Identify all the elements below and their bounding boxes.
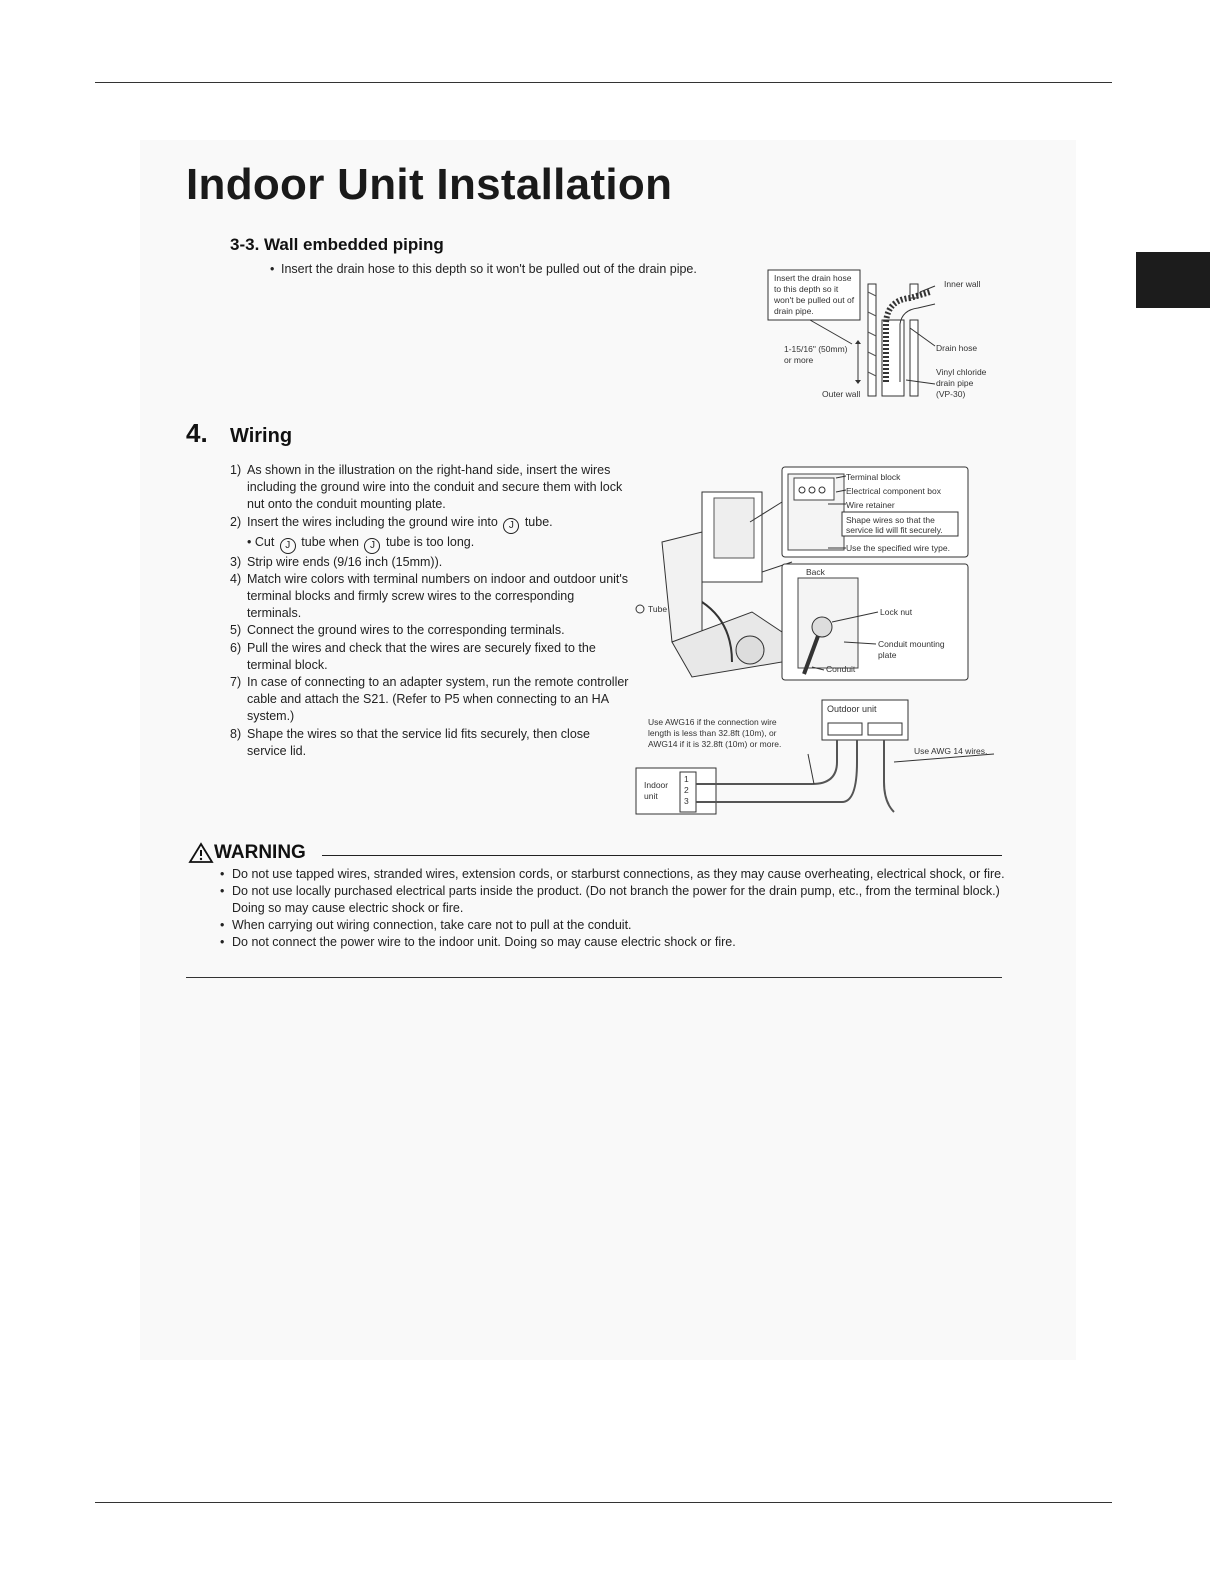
j-tube-symbol: J xyxy=(280,538,296,554)
label-specified-wire: Use the specified wire type. xyxy=(846,543,950,553)
step-1: 1) As shown in the illustration on the right-hand side, insert the wires including the ground wire into the conduit and secure them with lock nut onto the conduit mounting plate. xyxy=(230,463,623,512)
step-8: 8) Shape the wires so that the service lid fits securely, then close service lid. xyxy=(230,726,590,758)
warning-triangle-icon xyxy=(188,842,214,864)
warning-item: • Do not connect the power wire to the indoor unit. Doing so may cause electric shock or fire. xyxy=(220,935,736,949)
bottom-rule xyxy=(95,1502,1112,1503)
diagram-callout: Insert the drain hose to this depth so it won't be pulled out of drain pipe. xyxy=(774,273,855,316)
label-vinyl-2: drain pipe xyxy=(936,378,974,388)
j-tube-symbol: J xyxy=(364,538,380,554)
step-4: 4) Match wire colors with terminal numbers on indoor and outdoor unit's terminal blocks and firmly screw wires to the corresponding terminals. xyxy=(230,571,629,621)
warning-item: • Do not use locally purchased electrical parts inside the product. (Do not branch the power for the drain pump, etc., from the terminal block.) Doing so may cause electric shock or fire. xyxy=(220,884,1000,915)
drain-pipe-diagram xyxy=(760,262,1010,410)
warning-list xyxy=(220,866,1010,951)
wiring-svg xyxy=(632,462,1002,822)
terminal-3: 3 xyxy=(684,796,689,806)
section-3-3-heading: 3-3. Wall embedded piping xyxy=(230,235,444,254)
label-conduit-plate-2: plate xyxy=(878,650,897,660)
warning-label: WARNING xyxy=(214,842,306,863)
label-tube: Tube xyxy=(648,604,668,614)
warning-item: • When carrying out wiring connection, take care not to pull at the conduit. xyxy=(220,918,632,932)
step-2: 2) Insert the wires including the ground wire into J tube. xyxy=(230,514,630,534)
top-rule xyxy=(95,82,1112,83)
step-5: 5) Connect the ground wires to the corresponding terminals. xyxy=(230,623,565,638)
section-3-3-bullet-text: Insert the drain hose to this depth so it won't be pulled out of the drain pipe. xyxy=(281,262,697,276)
label-outdoor-unit: Outdoor unit xyxy=(827,704,877,714)
label-terminal-block: Terminal block xyxy=(846,472,901,482)
label-awg-3: AWG14 if it is 32.8ft (10m) or more. xyxy=(648,739,782,749)
terminal-2: 2 xyxy=(684,785,689,795)
warning-bottom-rule xyxy=(186,977,1002,978)
label-awg-1: Use AWG16 if the connection wire xyxy=(648,717,777,727)
section-3-3-bullet: • Insert the drain hose to this depth so it won't be pulled out of the drain pipe. xyxy=(270,261,725,278)
label-back: Back xyxy=(806,567,825,577)
page-title: Indoor Unit Installation xyxy=(186,160,673,209)
label-indoor-2: unit xyxy=(644,791,658,801)
section-4-heading: Wiring xyxy=(230,425,293,447)
wiring-steps xyxy=(230,462,630,760)
warning-item: • Do not use tapped wires, stranded wires, extension cords, or starburst connections, as they may cause overheating, electrical shock, or fire. xyxy=(220,867,1005,881)
label-conduit: Conduit xyxy=(826,664,856,674)
label-depth-2: or more xyxy=(784,355,814,365)
label-awg-2: length is less than 32.8ft (10m), or xyxy=(648,728,777,738)
label-depth-1: 1-15/16" (50mm) xyxy=(784,344,848,354)
label-drain-hose: Drain hose xyxy=(936,343,978,353)
step-2-sub: • Cut J tube when J tube is too long. xyxy=(230,534,630,554)
step-7: 7) In case of connecting to an adapter system, run the remote controller cable and attach the S21. (Refer to P5 when connecting to an HA system.) xyxy=(230,675,629,724)
label-indoor-1: Indoor xyxy=(644,780,669,790)
warning-header xyxy=(188,842,306,864)
j-tube-symbol: J xyxy=(503,518,519,534)
label-shape-2: service lid will fit securely. xyxy=(846,525,943,535)
warning-divider xyxy=(322,855,1002,856)
chapter-tab xyxy=(1136,252,1210,308)
label-conduit-plate-1: Conduit mounting xyxy=(878,639,945,649)
step-3: 3) Strip wire ends (9/16 inch (15mm)). xyxy=(230,554,443,569)
wiring-diagram xyxy=(632,462,1002,822)
label-vinyl-1: Vinyl chloride xyxy=(936,367,987,377)
section-4-number: 4. xyxy=(186,418,208,448)
label-shape-1: Shape wires so that the xyxy=(846,515,935,525)
label-awg-14: Use AWG 14 wires. xyxy=(914,746,988,756)
label-component-box: Electrical component box xyxy=(846,486,941,496)
label-inner-wall: Inner wall xyxy=(944,279,981,289)
label-outer-wall: Outer wall xyxy=(822,389,861,399)
terminal-1: 1 xyxy=(684,774,689,784)
label-vinyl-3: (VP-30) xyxy=(936,389,966,399)
label-lock-nut: Lock nut xyxy=(880,607,913,617)
step-6: 6) Pull the wires and check that the wires are securely fixed to the terminal block. xyxy=(230,640,596,672)
label-wire-retainer: Wire retainer xyxy=(846,500,895,510)
outer-wall-shape xyxy=(868,284,876,396)
